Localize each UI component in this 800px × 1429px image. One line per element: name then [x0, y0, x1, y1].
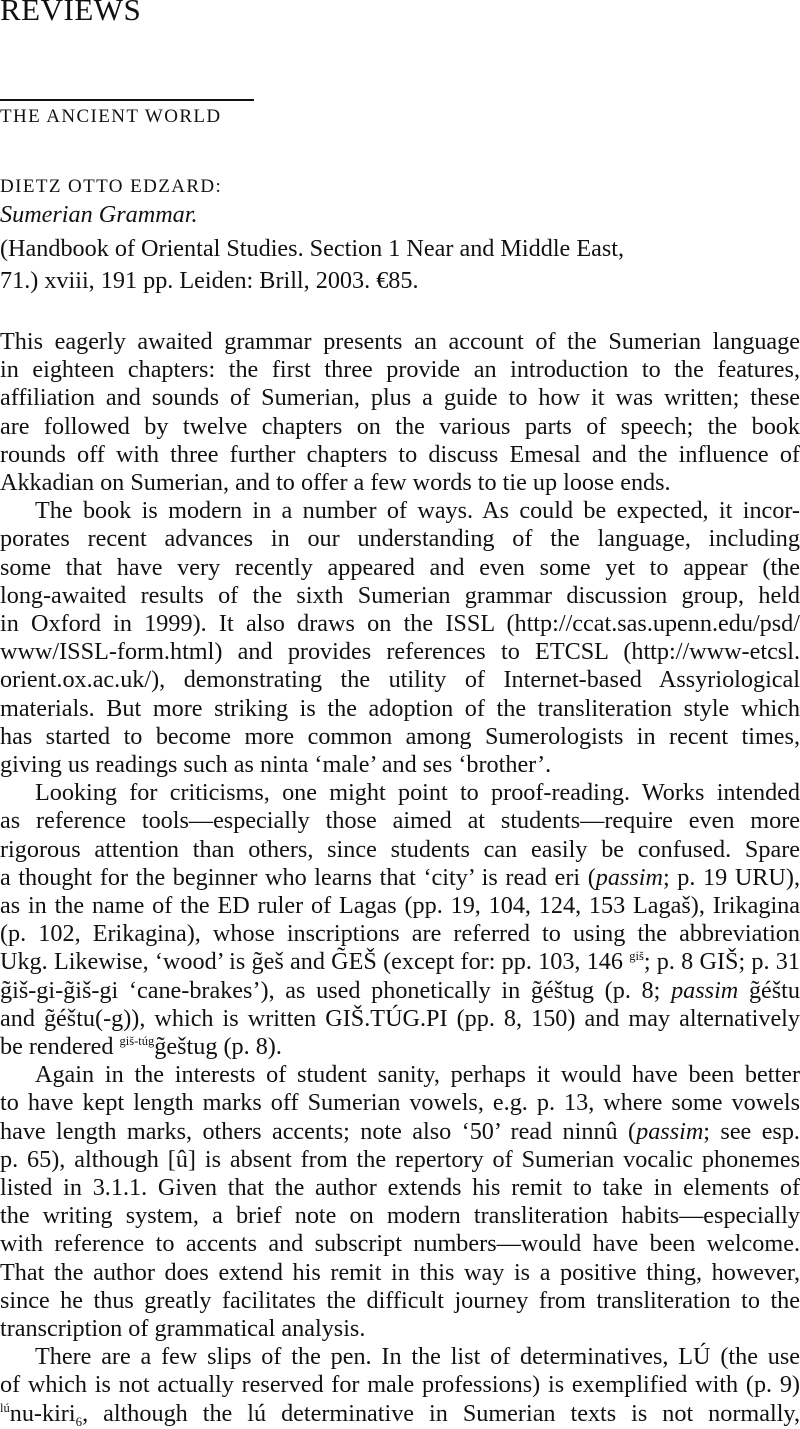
body-line: Again in the interests of student sanity, perhaps it would have been better	[35, 1061, 800, 1089]
page-heading: REVIEWS	[0, 0, 142, 27]
body-line: Akkadian on Sumerian, and to offer a few words to tie up loose ends.	[0, 469, 671, 496]
body-line: g̃iš-gi-g̃iš-gi ‘cane-brakes’), as used phonetically in g̃éštug (p. 8; passim g̃éštu	[0, 976, 800, 1004]
body-line: long-awaited results of the sixth Sumerian grammar discussion group, held	[0, 581, 800, 609]
body-line: of which is not actually reserved for male professions) is exemplified with (p. 9)	[0, 1371, 800, 1399]
body-line: rigorous attention than others, since students can easily be confused. Spare	[0, 835, 800, 863]
body-line: to have kept length marks off Sumerian vowels, e.g. p. 13, where some vowels	[0, 1089, 800, 1117]
body-line: rounds off with three further chapters to discuss Emesal and the influence of	[0, 440, 800, 468]
body-line: That the author does extend his remit in this way is a positive thing, however,	[0, 1258, 800, 1286]
body-line: in eighteen chapters: the first three provide an introduction to the features,	[0, 356, 800, 384]
body-line: a thought for the beginner who learns that ‘city’ is read eri (passim; p. 19 URU),	[0, 863, 800, 891]
body-line: affiliation and sounds of Sumerian, plus a guide to how it was written; these	[0, 384, 800, 412]
body-line: giving us readings such as ninta ‘male’ and ses ‘brother’.	[0, 751, 552, 778]
body-line: Looking for criticisms, one might point to proof-reading. Works intended	[35, 779, 800, 807]
body-line: There are a few slips of the pen. In the list of determinatives, LÚ (the use	[35, 1343, 800, 1371]
citation-title: Sumerian Grammar.	[0, 201, 198, 228]
body-line: since he thus greatly facilitates the difficult journey from transliteration to the	[0, 1286, 800, 1314]
body-line: $^{lú}$nu-kiri$_6$, although the lú determinative in Sumerian texts is not normally,	[0, 1399, 800, 1429]
body-line: porates recent advances in our understanding of the language, including	[0, 525, 800, 553]
body-line: in Oxford in 1999). It also draws on the ISSL (http://ccat.sas.upenn.edu/psd/	[0, 610, 800, 637]
body-line: has started to become more common among Sumerologists in recent times,	[0, 722, 800, 750]
body-line: orient.ox.ac.uk/), demonstrating the utility of Internet-based Assyriological	[0, 666, 800, 694]
body-line: some that have very recently appeared and even some yet to appear (the	[0, 553, 800, 581]
body-line: as reference tools—especially those aimed at students—require even more	[0, 807, 800, 835]
citation-author: DIETZ OTTO EDZARD:	[0, 176, 223, 197]
body-line: Ukg. Likewise, ‘wood’ is g̃eš and G̃EŠ (except for: pp. 103, 146 $^{giš}$; p. 8 GIŠ; p. 31	[0, 948, 800, 976]
body-line: materials. But more striking is the adoption of the transliteration style which	[0, 694, 800, 722]
body-line: with reference to accents and subscript numbers—would have been welcome.	[0, 1230, 800, 1258]
body-line: transcription of grammatical analysis.	[0, 1315, 366, 1342]
body-line: The book is modern in a number of ways. As could be expected, it incor-	[35, 497, 800, 525]
body-line: the writing system, a brief note on modern transliteration habits—especially	[0, 1202, 800, 1230]
section-title: THE ANCIENT WORLD	[0, 106, 222, 127]
section-rule	[0, 99, 254, 101]
body-line: This eagerly awaited grammar presents an account of the Sumerian language	[0, 328, 800, 355]
body-line: as in the name of the ED ruler of Lagas (pp. 19, 104, 124, 153 Lagaš), Irikagina	[0, 892, 800, 919]
body-line: and g̃éštu(-g)), which is written GIŠ.TÚG.PI (pp. 8, 150) and may alternatively	[0, 1004, 800, 1032]
body-line: p. 65), although [û] is absent from the repertory of Sumerian vocalic phonemes	[0, 1145, 800, 1173]
body-line: be rendered $^{giš-túg}$g̃eštug (p. 8).	[0, 1033, 282, 1060]
body-line: listed in 3.1.1. Given that the author extends his remit to take in elements of	[0, 1174, 800, 1201]
citation-detail: 71.) xviii, 191 pp. Leiden: Brill, 2003. €85.	[0, 267, 419, 294]
body-line: (p. 102, Erikagina), whose inscriptions are referred to using the abbreviation	[0, 920, 800, 948]
body-line: www/ISSL-form.html) and provides references to ETCSL (http://www-etcsl.	[0, 638, 800, 666]
body-line: have length marks, others accents; note also ‘50’ read ninnû (passim; see esp.	[0, 1117, 800, 1145]
citation-detail: (Handbook of Oriental Studies. Section 1 Near and Middle East,	[0, 235, 625, 262]
body-line: are followed by twelve chapters on the various parts of speech; the book	[0, 412, 800, 440]
